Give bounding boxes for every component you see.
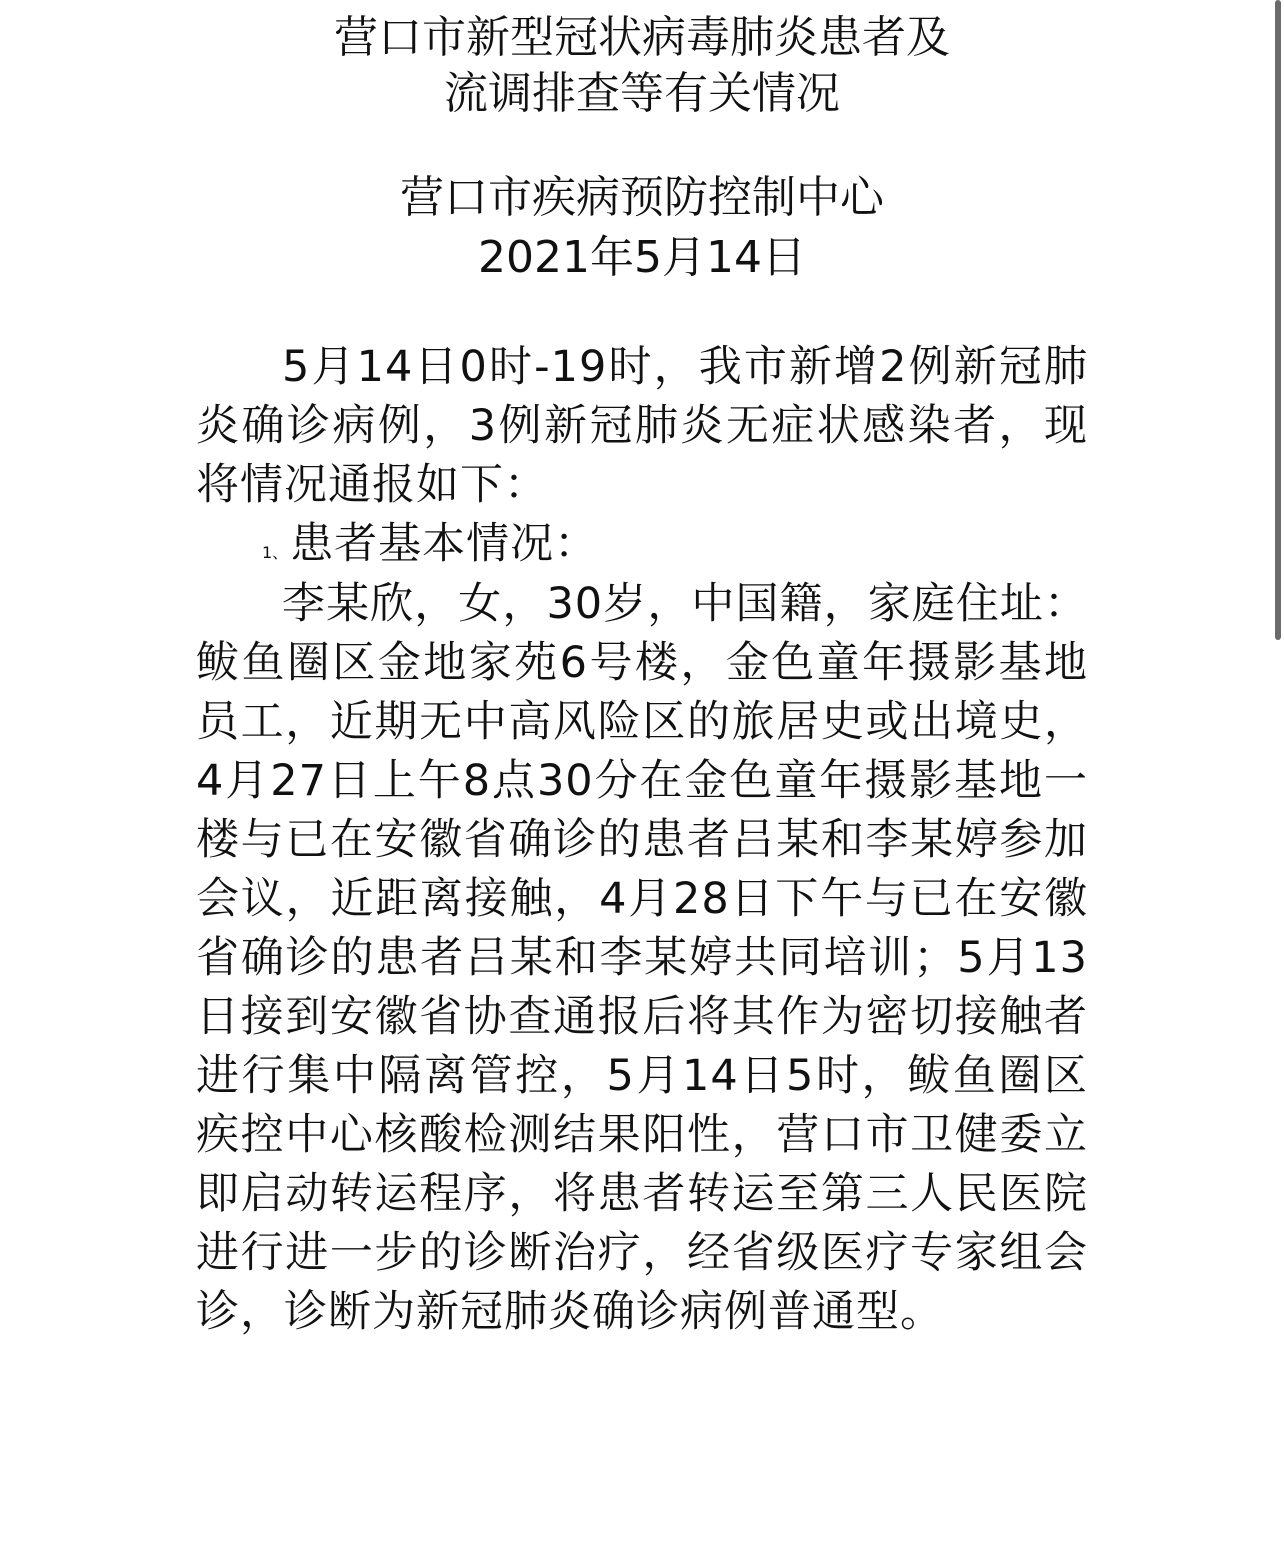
document-title-line-1: 营口市新型冠状病毒肺炎患者及 (334, 12, 950, 63)
intro-paragraph: 5月14日0时-19时，我市新增2例新冠肺炎确诊病例，3例新冠肺炎无症状感染者，现将情况通报如下： (196, 342, 1088, 510)
section-heading-text: 患者基本情况： (290, 519, 599, 569)
vertical-scrollbar[interactable] (1275, 0, 1281, 640)
section-heading (196, 515, 1088, 582)
issuing-organization: 营口市疾病预防控制中心 (400, 172, 884, 223)
document-title-line-2: 流调排查等有关情况 (444, 68, 840, 119)
section-number: 1、 (262, 543, 289, 562)
issue-date: 2021年5月14日 (478, 232, 806, 283)
case-paragraph: 李某欣，女，30岁，中国籍，家庭住址：鲅鱼圈区金地家苑6号楼，金色童年摄影基地员工，近期无中高风险区的旅居史或出境史，4月27日上午8点30分在金色童年摄影基地一楼与已在安徽省确诊的患者吕某和李某婷参加会议，近距离接触，4月28日下午与已在安徽省确诊的患者吕某和李某婷共同培训；5月13日接到安徽省协查通报后将其作为密切接触者进行集中隔离管控，5月14日5时，鲅鱼圈区疾控中心核酸检测结果阳性，营口市卫健委立即启动转运程序，将患者转运至第三人民医院进行进一步的诊断治疗，经省级医疗专家组会诊，诊断为新冠肺炎确诊病例普通型。 (196, 579, 1088, 1337)
